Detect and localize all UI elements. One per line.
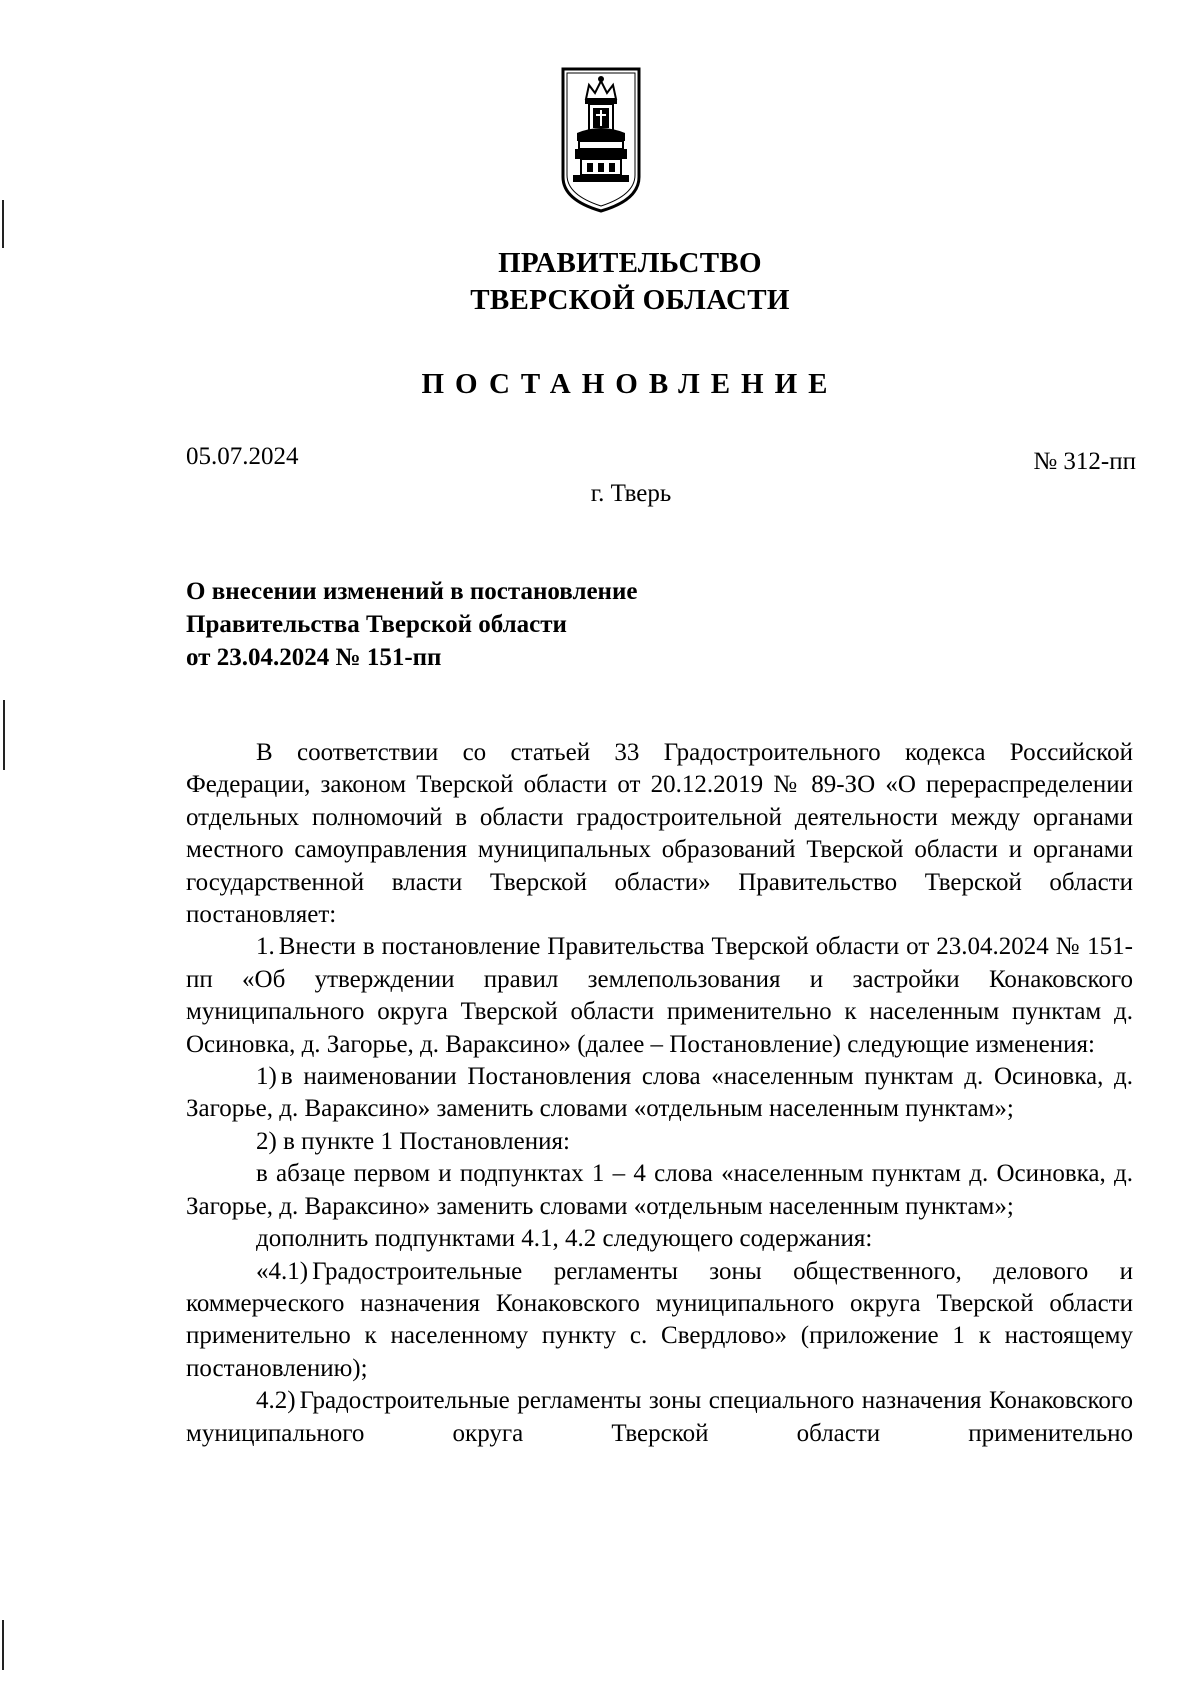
paragraph-text: Внести в постановление Правительства Тверской области от 23.04.2024 № 151-пп «Об утверждении правил землепользования и застройки Конаковского муниципального округа Тверской области применительно к населенным пунктам д. Осиновка, д. Загорье, д. Вараксино» (далее – Постановление) следующие изменения: [186, 933, 1133, 1058]
document-date: 05.07.2024 [186, 443, 299, 470]
organization-name-line2: ТВЕРСКОЙ ОБЛАСТИ [470, 284, 790, 316]
paragraph-text: Градостроительные регламенты зоны общественного, делового и коммерческого назначения Конаковского муниципального округа Тверской области применительно к населенному пункту с. Свердлово» (приложение 1 к настоящему постановлению); [186, 1257, 1133, 1382]
document-type-heading: ПОСТАНОВЛЕНИЕ [421, 368, 839, 400]
title-line: О внесении изменений в постановление [186, 578, 638, 605]
body-paragraph: В соответствии со статьей 33 Градостроительного кодекса Российской Федерации, законом Тверской области от 20.12.2019 № 89-ЗО «О перераспределении отдельных полномочий в области градостроительной деятельности между органами местного самоуправления муниципальных образований Тверской области и органами государственной власти Тверской области» Правительство Тверской области постановляет: [186, 739, 1133, 929]
body-paragraph: 2) в пункте 1 Постановления: [256, 1127, 570, 1155]
scan-edge-mark [3, 700, 5, 770]
paragraph-number: 1) [256, 1063, 277, 1091]
organization-name-line1: ПРАВИТЕЛЬСТВО [498, 247, 762, 279]
document-body [186, 737, 1133, 1450]
paragraph-number: 1. [256, 933, 275, 961]
body-paragraph: в абзаце первом и подпунктах 1 – 4 слова «населенным пунктам д. Осиновка, д. Загорье, д. Вараксино» заменить словами «отдельным населенным пунктам»; [186, 1160, 1133, 1220]
title-line: от 23.04.2024 № 151-пп [186, 644, 442, 671]
body-paragraph [186, 1256, 1133, 1386]
coat-of-arms-emblem [559, 65, 643, 215]
body-paragraph [186, 1061, 1133, 1126]
body-paragraph: дополнить подпунктами 4.1, 4.2 следующего содержания: [256, 1225, 873, 1253]
title-line: Правительства Тверской области [186, 611, 567, 638]
paragraph-text: Градостроительные регламенты зоны специального назначения Конаковского муниципального округа Тверской области применительно [186, 1387, 1133, 1447]
body-paragraph [186, 1385, 1133, 1450]
paragraph-number: «4.1) [256, 1257, 309, 1285]
scan-edge-mark [2, 200, 4, 248]
body-paragraph [186, 931, 1133, 1061]
document-city: г. Тверь [590, 480, 672, 507]
paragraph-text: в наименовании Постановления слова «населенным пунктам д. Осиновка, д. Загорье, д. Вараксино» заменить словами «отдельным населенным пунктам»; [186, 1063, 1133, 1123]
document-number: № 312-пп [1033, 448, 1136, 475]
paragraph-number: 4.2) [256, 1387, 296, 1415]
scan-edge-mark [2, 1620, 4, 1670]
document-title [186, 575, 786, 674]
